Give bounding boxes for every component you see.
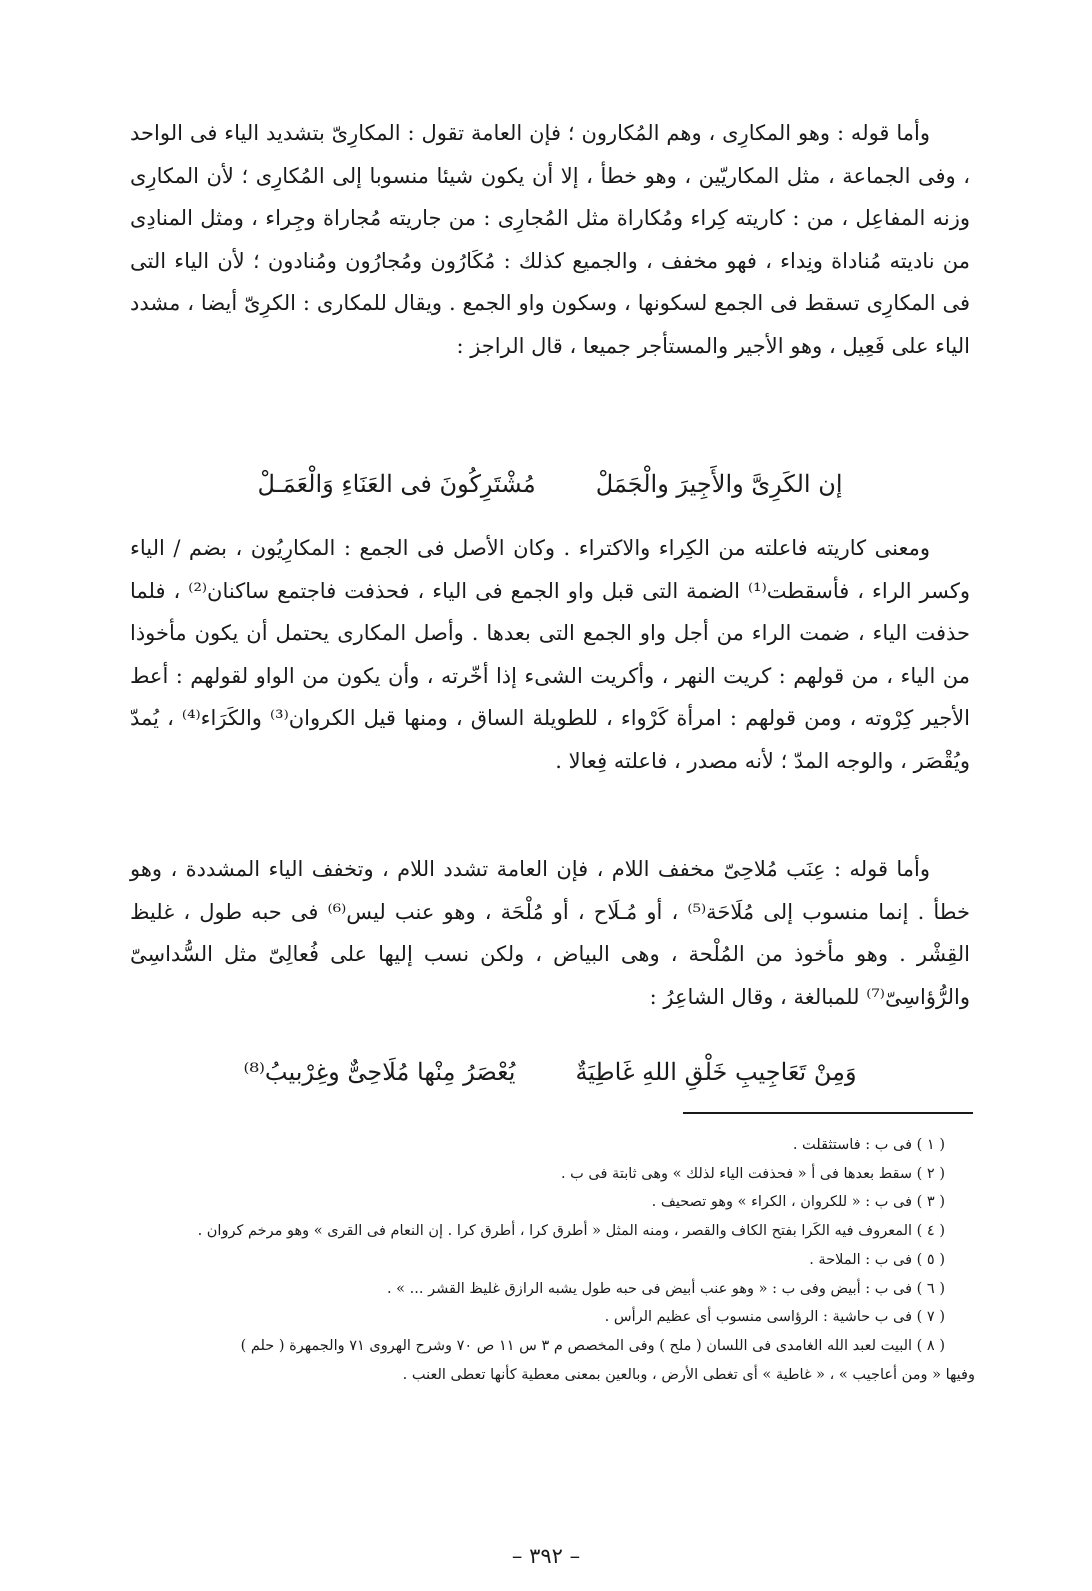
footnote-2: ( ٢ ) سقط بعدها فى أ « فحذفت الياء لذلك » وهى ثابتة فى ب . xyxy=(560,1165,945,1182)
paragraph-mukari xyxy=(130,112,970,367)
paragraph-1: وأما قوله : وهو المكارِى ، وهم المُكارون ؛ فإن العامة تقول : المكارِىّ بتشديد الياء فى الواحد ، وفى الجماعة ، مثل المكاريّين ، وهو خطأ ، إلا أن يكون شيئا منسوبا إلى المُكارِى ؛ لأن المكارِى وزنه المفاعِل ، من : كاريته كِراء ومُكاراة مثل المُجارِى : من جاريته مُجاراة وجِراء ، ومثل المنادِى من ناديته مُناداة ونِداء ، فهو مخفف ، والجميع كذلك : مُكَارُون ومُجارُون ومُنادون ؛ لأن الياء التى فى المكارِى تسقط فى الجمع لسكونها ، وسكون واو الجمع . ويقال للمكارى : الكرِىّ أيضا ، مشدد الياء على فَعِيل ، وهو الأجير والمستأجر جميعا ، قال الراجز : xyxy=(130,121,970,358)
paragraph-mulahi xyxy=(130,848,970,1018)
verse-2-left-hemistich: يُعْصَرُ مِنْها مُلَاحِىٌّ وغِرْبيبُ⁽⁸⁾ xyxy=(243,1058,516,1086)
paragraph-3: وأما قوله : عِنَب مُلاحِىّ مخفف اللام ، فإن العامة تشدد اللام ، وتخفف الياء المشددة ، وهو خطأ . إنما منسوب إلى مُلَاحَة⁽⁵⁾ ، أو مُـلَاح ، أو مُلْحَة ، وهو عنب ليس⁽⁶⁾ فى حبه طول ، غليظ القِشْر . وهو مأخوذ من المُلْحة ، وهى البياض ، ولكن نسب إليها على فُعالِىّ مثل السُّداسِىّ والرُّؤاسِىّ⁽⁷⁾ للمبالغة ، وقال الشاعِرُ : xyxy=(130,857,970,1009)
verse-1-left-hemistich: مُشْتَرِكُونَ فى العَنَاءِ وَالْعَمَـلْ xyxy=(257,470,536,498)
verse-1-right-hemistich: إن الكَرِىَّ والأَجِيرَ والْجَمَلْ xyxy=(595,470,843,498)
verse-2-right-hemistich: وَمِنْ تَعَاجِيبِ خَلْقِ اللهِ غَاطِيَةٌ xyxy=(575,1058,857,1086)
footnotes xyxy=(125,1131,975,1389)
verse-poet xyxy=(150,1058,950,1086)
paragraph-2: ومعنى كاريته فاعلته من الكِراء والاكتراء . وكان الأصل فى الجمع : المكارِيُون ، بضم / الياء وكسر الراء ، فأسقطت⁽¹⁾ الضمة التى قبل واو الجمع فى الياء ، فحذفت فاجتمع ساكنان⁽²⁾ ، فلما حذفت الياء ، ضمت الراء من أجل واو الجمع التى بعدها . وأصل المكارى يحتمل أن يكون مأخوذا من الياء ، من قولهم : كريت النهر ، وأكريت الشىء إذا أخّرته ، وأن يكون من الواو لقولهم : أعط الأجير كِرْوته ، ومن قولهم : امرأة كَرْواء ، للطويلة الساق ، ومنها قيل الكروان⁽³⁾ والكَرَاء⁽⁴⁾ ، يُمدّ ويُقْصَر ، والوجه المدّ ؛ لأنه مصدر ، فاعلته فِعالا . xyxy=(130,536,970,773)
footnote-8: ( ٨ ) البيت لعبد الله الغامدى فى اللسان ( ملح ) وفى المخصص م ٣ س ١١ ص ٧٠ وشرح الهروى ٧١ والجمهرة ( حلم ) xyxy=(240,1337,945,1354)
footnote-1: ( ١ ) فى ب : فاستثقلت . xyxy=(792,1137,945,1153)
footnote-8-continuation: وفيها « ومن أعاجيب » ، « غاطية » أى تغطى الأرض ، وبالعين بمعنى معطية كأنها تعطى العنب . xyxy=(402,1366,975,1383)
footnote-separator xyxy=(683,1112,973,1114)
verse-rajaz xyxy=(150,470,950,498)
footnote-4: ( ٤ ) المعروف فيه الكَرا بفتح الكاف والقصر ، ومنه المثل « أطرق كرا ، أطرق كرا . إن النعام فى القرى » وهو مرخم كروان . xyxy=(197,1223,945,1240)
page-number: – ٣٩٢ – xyxy=(511,1544,581,1568)
footnote-5: ( ٥ ) فى ب : الملاحة . xyxy=(809,1251,945,1268)
footnote-6: ( ٦ ) فى ب : أبيض وفى ب : « وهو عنب أبيض فى حبه طول يشبه الرازق غليظ القشر ... » . xyxy=(386,1280,945,1297)
footnote-3: ( ٣ ) فى ب : « للكروان ، الكراء » وهو تصحيف . xyxy=(651,1194,945,1211)
paragraph-meaning xyxy=(130,527,970,782)
footnote-7: ( ٧ ) فى ب حاشية : الرؤاسى منسوب أى عظيم الرأس . xyxy=(604,1309,945,1326)
